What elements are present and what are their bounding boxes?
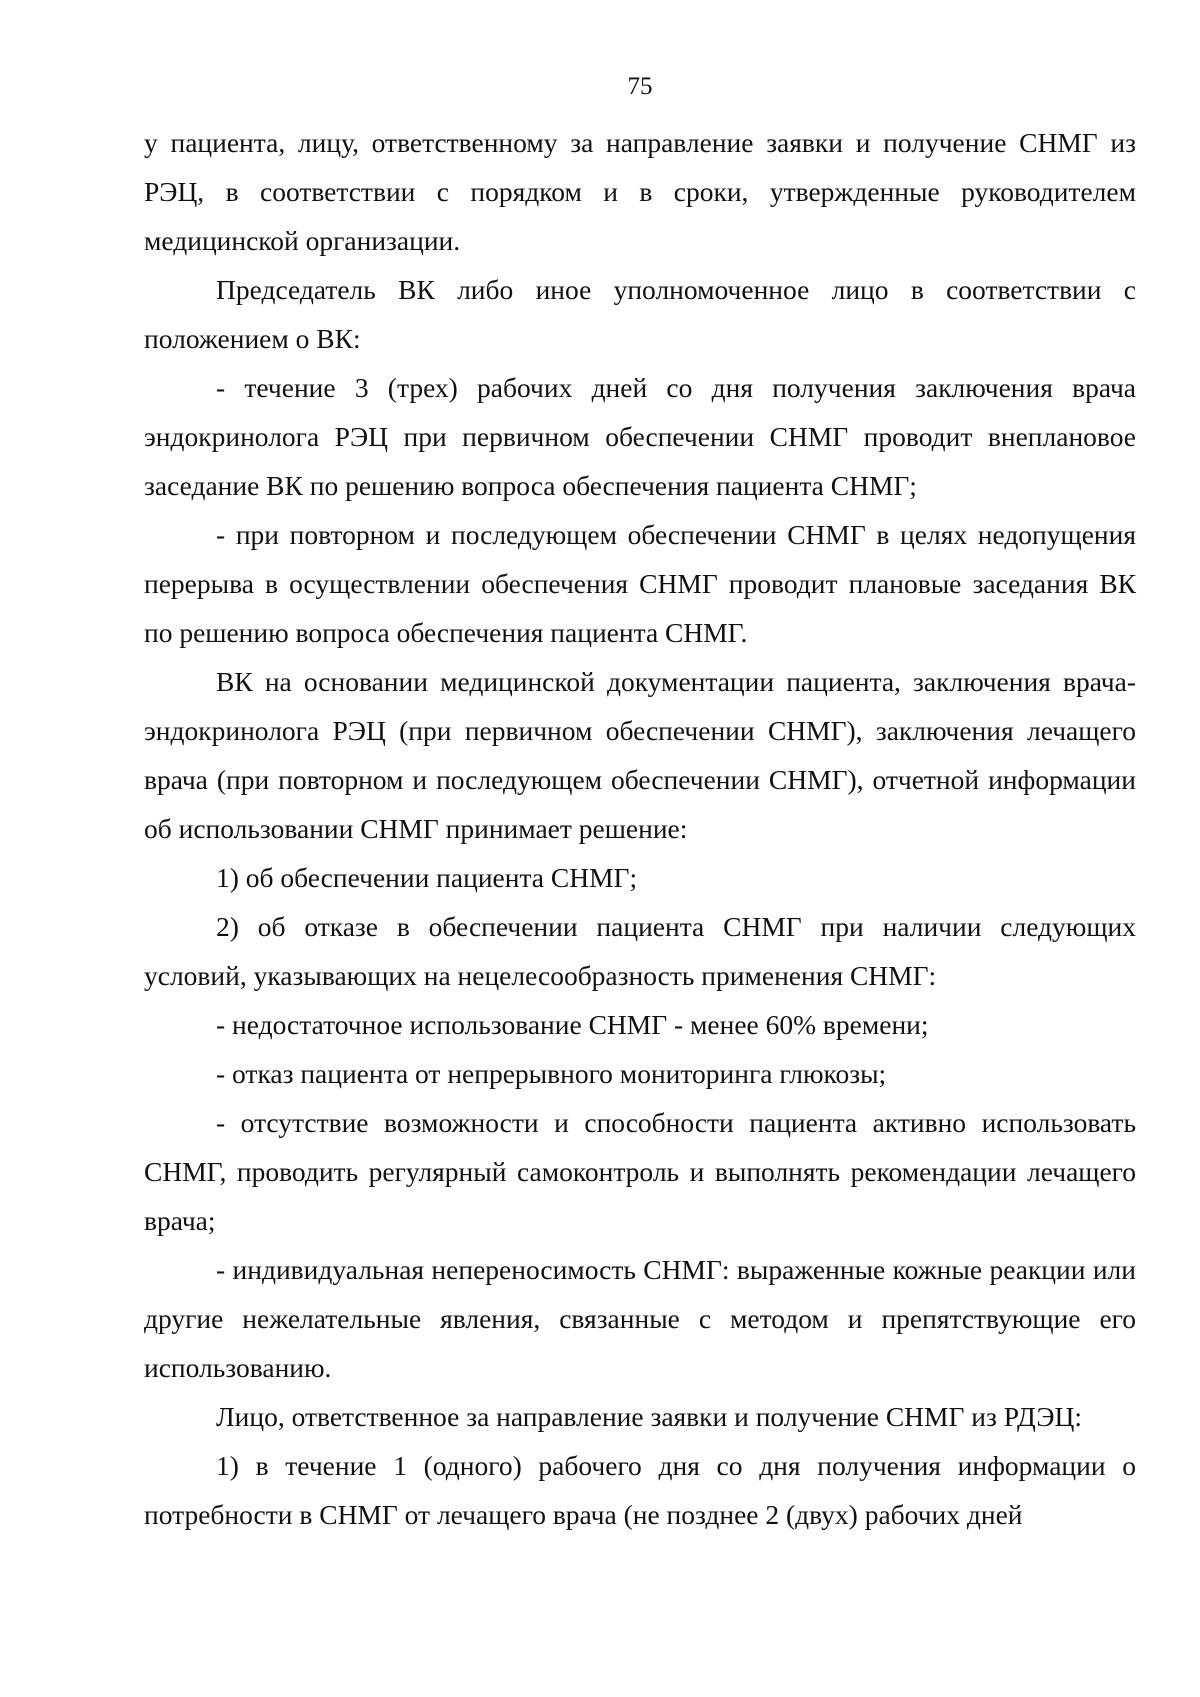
list-item-refusal-condition-4: - индивидуальная непереносимость СНМГ: выраженные кожные реакции или другие нежелательные явления, связанные с методом и препятствующие его использованию. [144, 1254, 1136, 1383]
document-body [144, 118, 1136, 1539]
list-item-decision-2: 2) об отказе в обеспечении пациента СНМГ при наличии следующих условий, указывающих на нецелесообразность применения СНМГ: [144, 911, 1136, 991]
paragraph-responsible-person: Лицо, ответственное за направление заявки и получение СНМГ из РДЭЦ: [216, 1401, 1083, 1432]
list-item-refusal-condition-3: - отсутствие возможности и способности пациента активно использовать СНМГ, проводить регулярный самоконтроль и выполнять рекомендации лечащего врача; [144, 1107, 1136, 1236]
paragraph-vk-chairman: Председатель ВК либо иное уполномоченное лицо в соответствии с положением о ВК: [144, 274, 1136, 354]
paragraph-primary-provision: - течение 3 (трех) рабочих дней со дня получения заключения врача эндокринолога РЭЦ при первичном обеспечении СНМГ проводит внеплановое заседание ВК по решению вопроса обеспечения пациента СНМГ; [144, 372, 1136, 501]
paragraph-vk-decision: ВК на основании медицинской документации пациента, заключения врача-эндокринолога РЭЦ (при первичном обеспечении СНМГ), заключения лечащего врача (при повторном и последующем обеспечении СНМГ), отчетной информации об использовании СНМГ принимает решение: [144, 666, 1136, 844]
page-number: 75 [627, 73, 653, 100]
list-item-refusal-condition-2: - отказ пациента от непрерывного мониторинга глюкозы; [216, 1058, 887, 1089]
list-item-responsible-duty-1: 1) в течение 1 (одного) рабочего дня со дня получения информации о потребности в СНМГ от лечащего врача (не позднее 2 (двух) рабочих дней [144, 1450, 1136, 1530]
list-item-refusal-condition-1: - недостаточное использование СНМГ - менее 60% времени; [216, 1009, 929, 1040]
paragraph-repeat-provision: - при повторном и последующем обеспечении СНМГ в целях недопущения перерыва в осуществлении обеспечения СНМГ проводит плановые заседания ВК по решению вопроса обеспечения пациента СНМГ. [144, 519, 1136, 648]
paragraph-continuation: у пациента, лицу, ответственному за направление заявки и получение СНМГ из РЭЦ, в соответствии с порядком и в сроки, утвержденные руководителем медицинской организации. [144, 127, 1136, 256]
list-item-decision-1: 1) об обеспечении пациента СНМГ; [216, 862, 638, 893]
